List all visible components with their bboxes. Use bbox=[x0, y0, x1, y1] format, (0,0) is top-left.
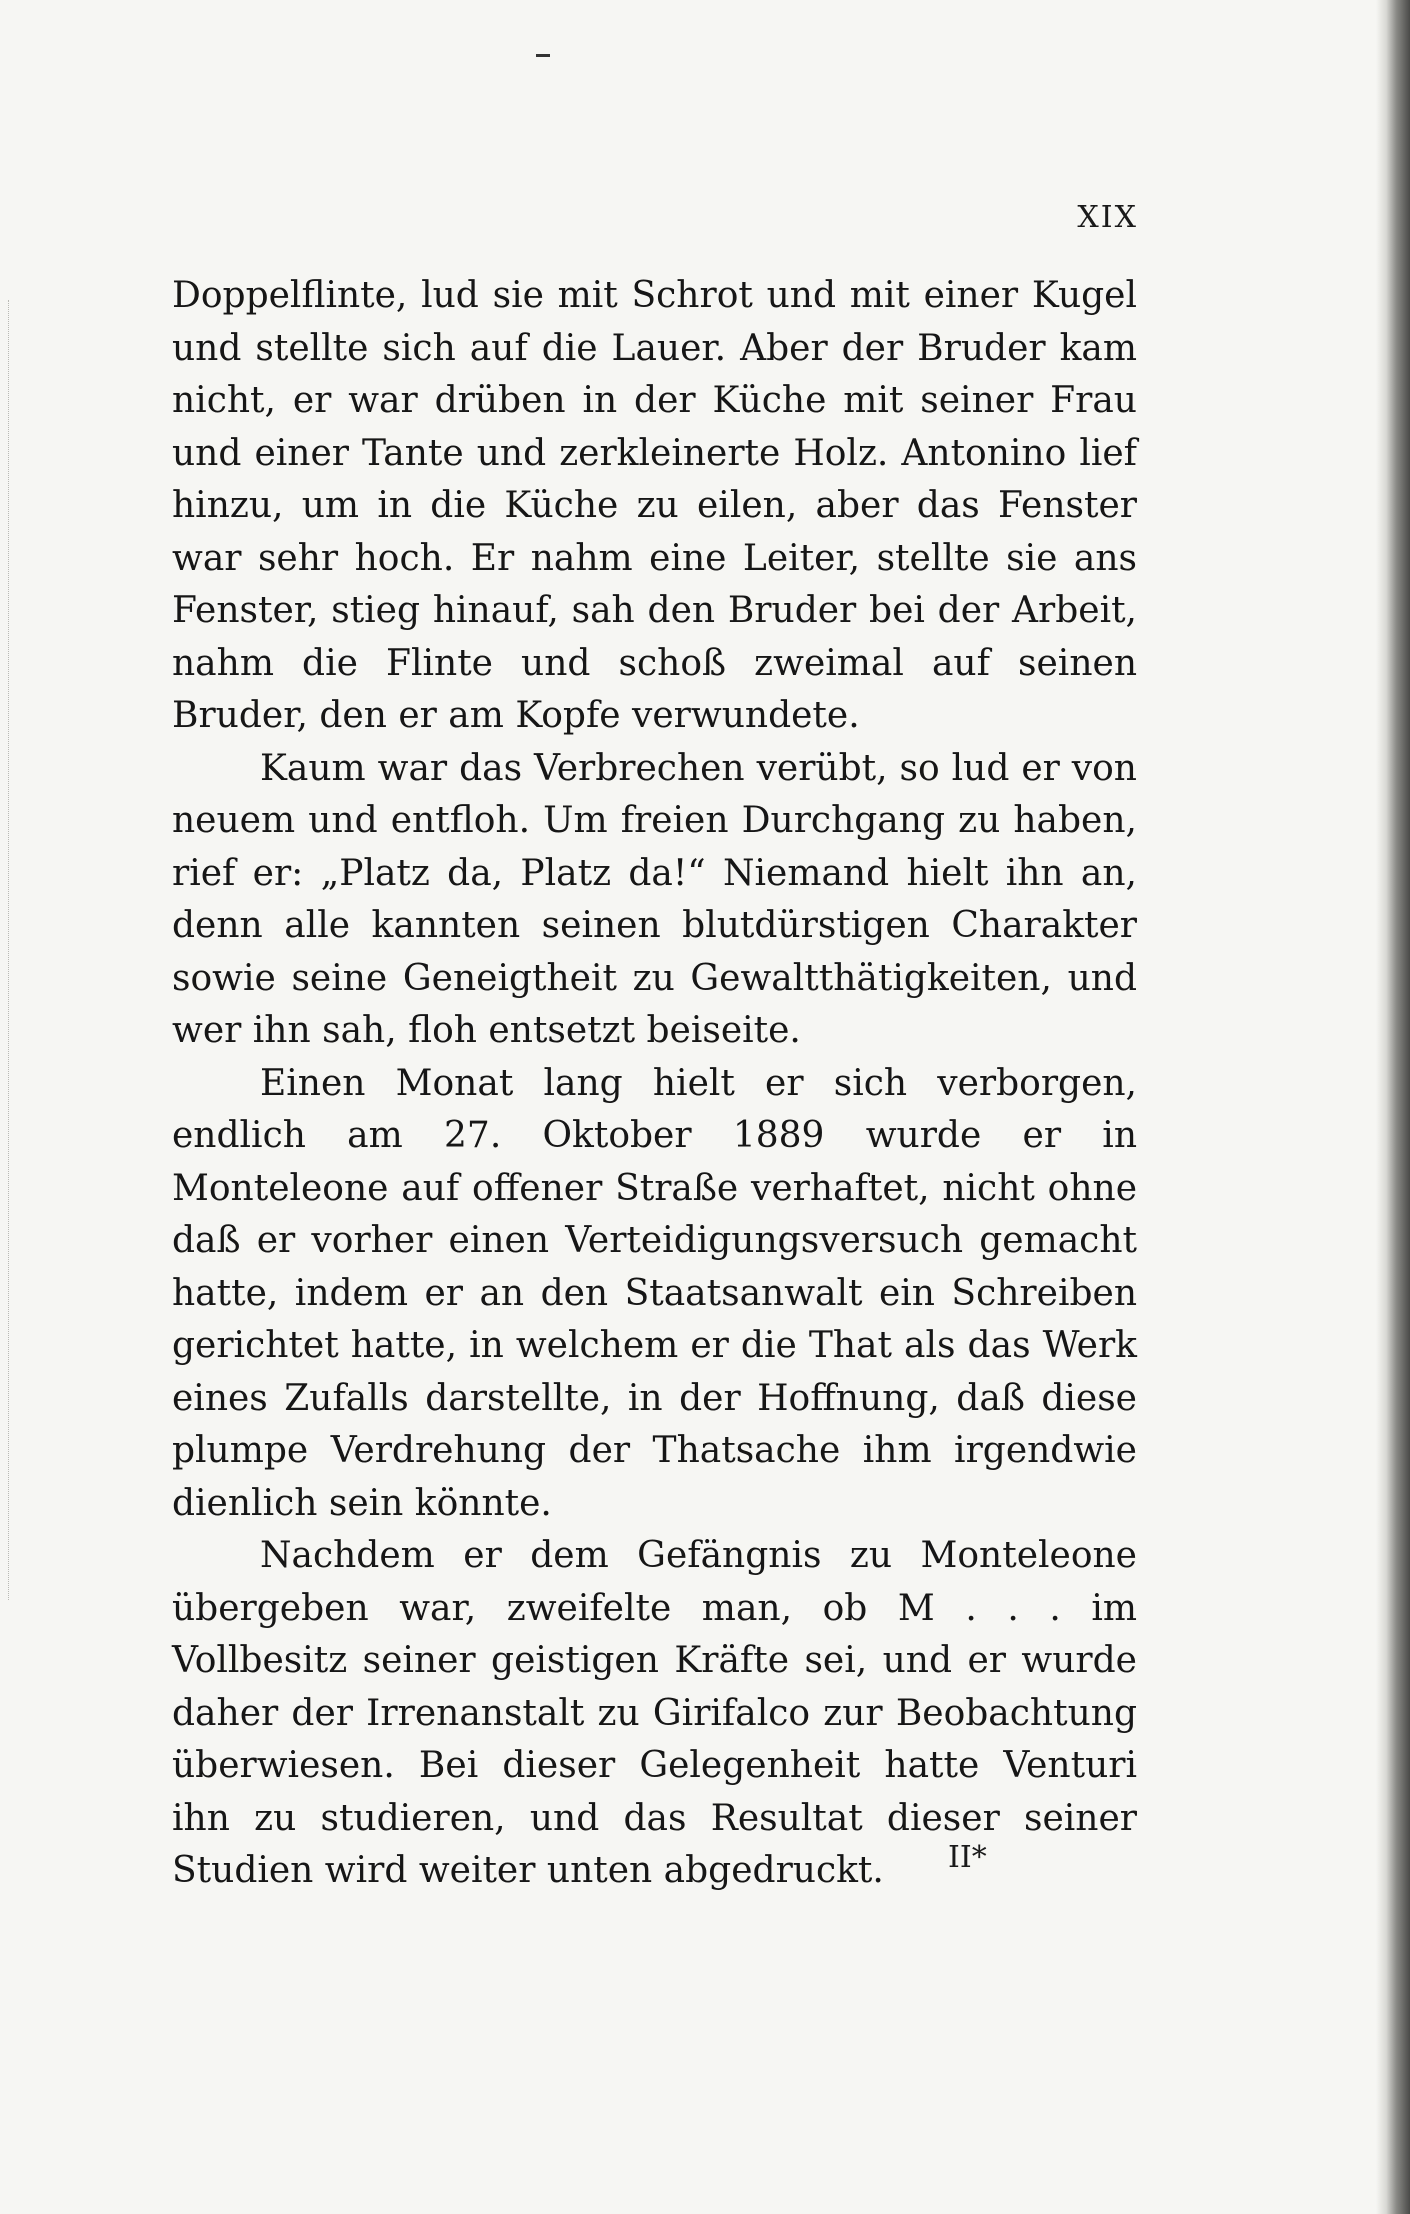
paragraph-4: Nachdem er dem Gefängnis zu Monteleone übergeben war, zweifelte man, ob M . . . im Vollbesitz seiner geistigen Kräfte sei, und er wurde daher der Irrenanstalt zu Girifalco zur Beobachtung überwiesen. Bei dieser Gelegenheit hatte Venturi ihn zu studieren, und das Resultat dieser seiner Studien wird weiter unten abgedruckt. bbox=[172, 1535, 1137, 1891]
paragraph-3: Einen Monat lang hielt er sich verborgen, endlich am 27. Oktober 1889 wurde er in Monteleone auf offener Straße verhaftet, nicht ohne daß er vorher einen Verteidigungsversuch gemacht hatte, indem er an den Staatsanwalt ein Schreiben gerichtet hatte, in welchem er die That als das Werk eines Zufalls darstellte, in der Hoffnung, daß diese plumpe Verdrehung der Thatsache ihm irgendwie dienlich sein könnte. bbox=[172, 1062, 1137, 1524]
left-gutter-dots bbox=[8, 300, 12, 1600]
paragraph-1: Doppelflinte, lud sie mit Schrot und mit einer Kugel und stellte sich auf die Lauer. Aber der Bruder kam nicht, er war drüben in der Küche mit seiner Frau und einer Tante und zerkleinerte Holz. Antonino lief hinzu, um in die Küche zu eilen, aber das Fenster war sehr hoch. Er nahm eine Leiter, stellte sie ans Fenster, stieg hinauf, sah den Bruder bei der Arbeit, nahm die Flinte und schoß zweimal auf seinen Bruder, den er am Kopfe verwundete. bbox=[172, 275, 1137, 736]
signature-mark: II* bbox=[948, 1840, 987, 1875]
page-number: XIX bbox=[1077, 200, 1138, 235]
body-text bbox=[172, 270, 1137, 1898]
page-edge-shadow bbox=[1376, 0, 1410, 2214]
top-ink-mark bbox=[536, 54, 550, 57]
paragraph-2: Kaum war das Verbrechen verübt, so lud er von neuem und entfloh. Um freien Durchgang zu haben, rief er: „Platz da, Platz da!“ Niemand hielt ihn an, denn alle kannten seinen blutdürstigen Charakter sowie seine Geneigtheit zu Gewaltthätigkeiten, und wer ihn sah, floh entsetzt beiseite. bbox=[172, 747, 1137, 1051]
